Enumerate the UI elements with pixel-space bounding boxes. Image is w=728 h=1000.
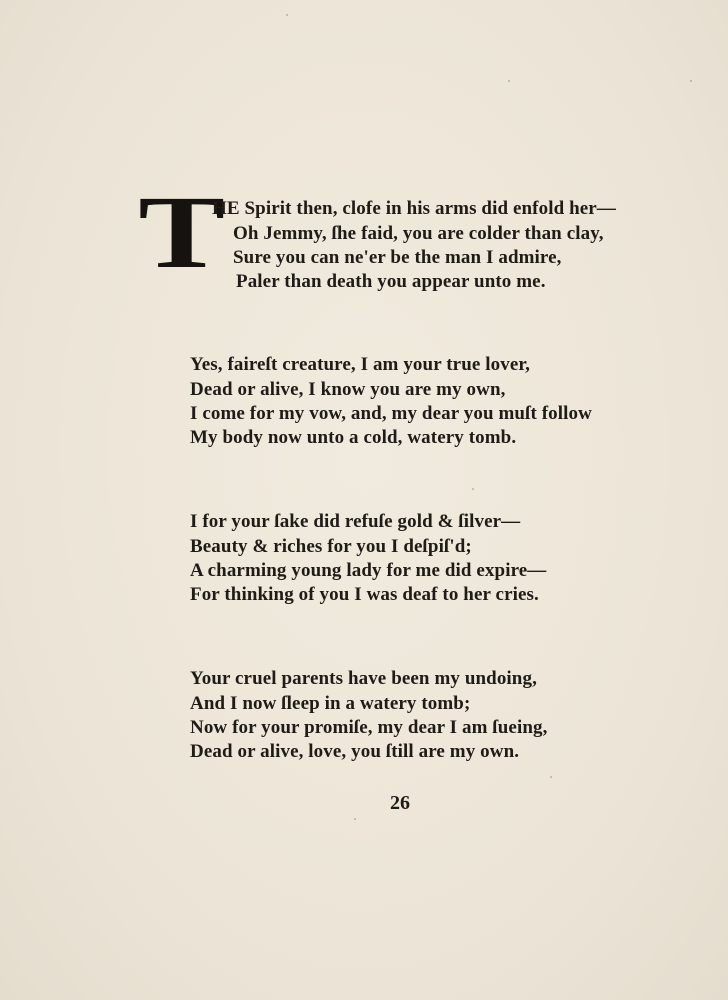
poem-line: Your cruel parents have been my undoing, bbox=[190, 668, 537, 689]
paper-speck bbox=[508, 80, 510, 82]
poem-line: I come for my vow, and, my dear you muſt follow bbox=[190, 403, 592, 424]
poem-line: And I now ſleep in a watery tomb; bbox=[190, 693, 471, 714]
poem-line: Sure you can ne'er be the man I admire, bbox=[233, 247, 562, 268]
paper-speck bbox=[286, 14, 288, 16]
poem-line: Now for your promiſe, my dear I am ſueing, bbox=[190, 717, 548, 738]
poem-line: Yes, faireſt creature, I am your true lover, bbox=[190, 354, 530, 375]
poem-line: Dead or alive, love, you ſtill are my own. bbox=[190, 741, 520, 762]
poem-line: Oh Jemmy, ſhe faid, you are colder than clay, bbox=[233, 223, 604, 244]
page-number: 26 bbox=[390, 792, 410, 814]
paper-speck bbox=[354, 818, 356, 820]
drop-cap-letter: T bbox=[138, 175, 226, 290]
poem-line: A charming young lady for me did expire— bbox=[190, 560, 547, 581]
poem-line: Dead or alive, I know you are my own, bbox=[190, 379, 506, 400]
paper-speck bbox=[472, 488, 474, 490]
paper-speck bbox=[690, 80, 692, 82]
poem-line: Beauty & riches for you I deſpiſ'd; bbox=[190, 536, 472, 557]
poem-line: My body now unto a cold, watery tomb. bbox=[190, 427, 517, 448]
paper-speck bbox=[550, 776, 552, 778]
poem-line: Paler than death you appear unto me. bbox=[236, 271, 546, 292]
poem-line: HE Spirit then, clofe in his arms did enfold her— bbox=[212, 198, 616, 219]
poem-line: For thinking of you I was deaf to her cries. bbox=[190, 584, 539, 605]
poem-line: I for your ſake did refuſe gold & ſilver— bbox=[190, 511, 521, 532]
